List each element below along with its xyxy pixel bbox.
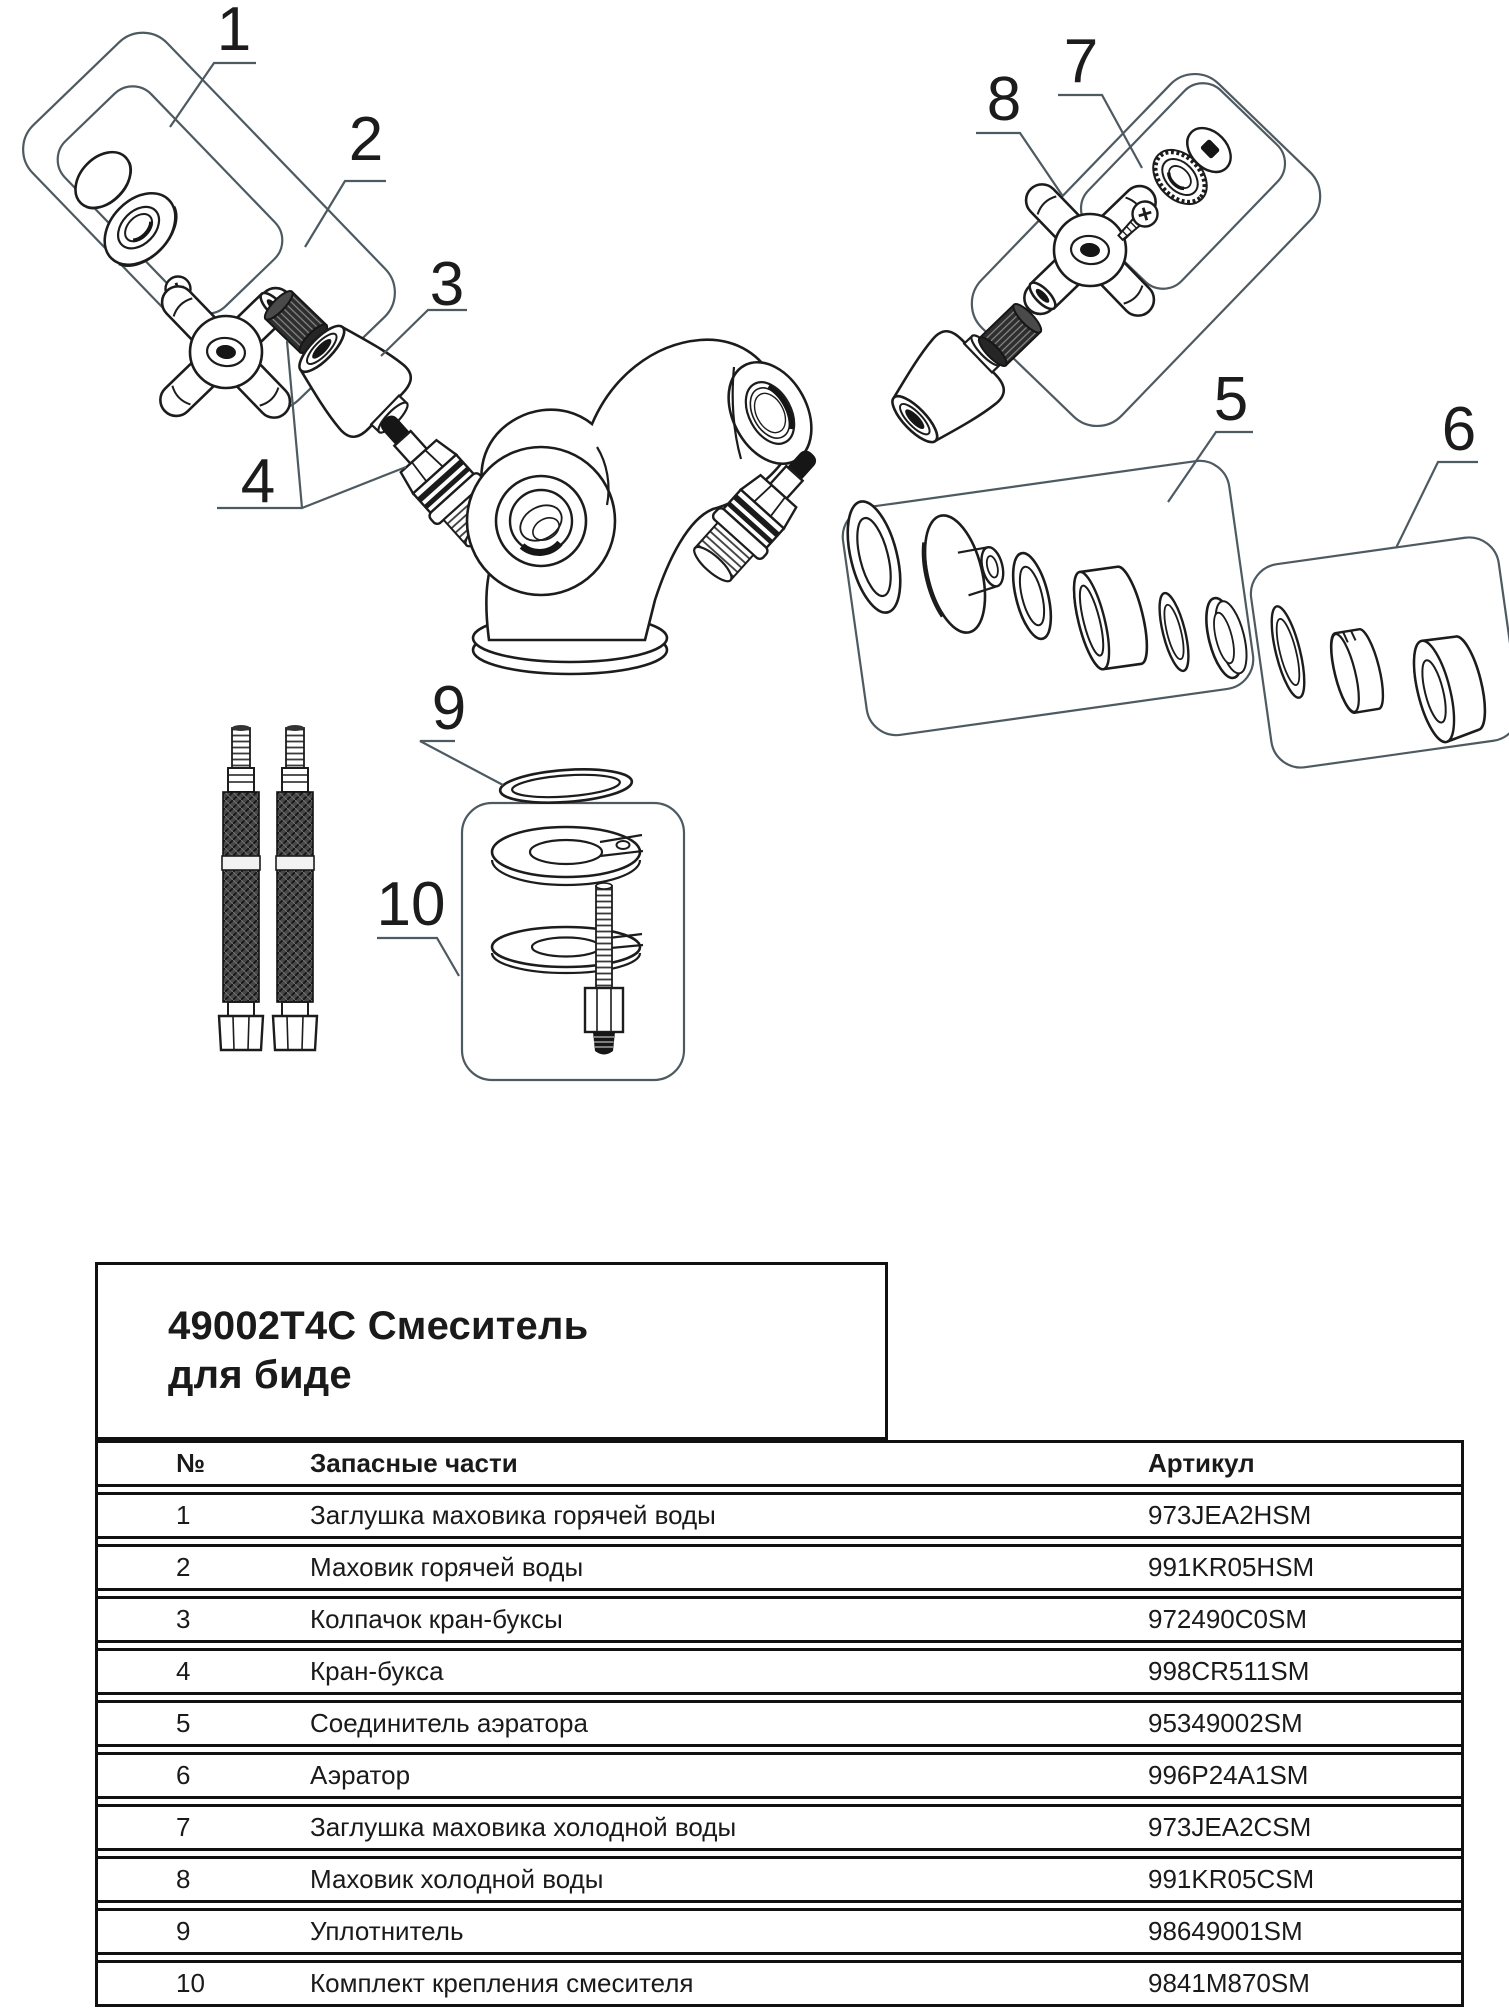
row-name: Заглушка маховика горячей воды xyxy=(310,1500,716,1530)
row-num: 5 xyxy=(176,1708,191,1738)
row-name: Маховик холодной воды xyxy=(310,1864,604,1894)
leader-2 xyxy=(305,181,386,247)
mounting-stud xyxy=(596,886,612,988)
table-row xyxy=(98,1648,1461,1695)
coupling-nut xyxy=(585,988,623,1032)
row-name: Заглушка маховика холодной воды xyxy=(310,1812,737,1842)
row-article: 998CR511SM xyxy=(1148,1656,1310,1686)
table-header-row xyxy=(98,1440,1461,1487)
leader-5 xyxy=(1168,432,1253,502)
callout-3: 3 xyxy=(429,250,465,319)
header-article: Артикул xyxy=(1148,1448,1255,1478)
aerator-parts xyxy=(1265,603,1493,745)
row-article: 972490C0SM xyxy=(1148,1604,1307,1634)
row-num: 7 xyxy=(176,1812,191,1842)
row-name: Аэратор xyxy=(310,1760,411,1790)
table-row xyxy=(98,1960,1461,2007)
row-num: 9 xyxy=(176,1916,191,1946)
row-num: 4 xyxy=(176,1656,191,1686)
table-row xyxy=(98,1700,1461,1747)
row-article: 973JEA2CSM xyxy=(1148,1812,1312,1842)
table-row xyxy=(98,1752,1461,1799)
leader-6 xyxy=(1396,462,1478,548)
callout-1: 1 xyxy=(216,0,252,64)
callout-7: 7 xyxy=(1063,27,1099,96)
base-gasket xyxy=(499,765,633,806)
leader-lines xyxy=(170,63,1478,976)
row-article: 991KR05HSM xyxy=(1148,1552,1315,1582)
table-row xyxy=(98,1804,1461,1851)
stud-tip xyxy=(593,1032,615,1055)
leader-1 xyxy=(170,63,256,127)
row-article: 996P24A1SM xyxy=(1148,1760,1309,1790)
row-name: Соединитель аэратора xyxy=(310,1708,588,1738)
row-name: Кран-букса xyxy=(310,1656,444,1686)
leader-9 xyxy=(420,741,503,785)
row-num: 3 xyxy=(176,1604,191,1634)
table-row xyxy=(98,1492,1461,1539)
row-article: 98649001SM xyxy=(1148,1916,1303,1946)
leader-10 xyxy=(377,938,459,976)
callout-8: 8 xyxy=(986,65,1022,134)
callout-10: 10 xyxy=(376,870,446,939)
header-num: № xyxy=(176,1448,205,1478)
row-num: 1 xyxy=(176,1500,191,1530)
table-row xyxy=(98,1596,1461,1643)
callout-4: 4 xyxy=(240,447,276,516)
mounting-kit xyxy=(492,827,643,1055)
product-title-box xyxy=(95,1262,888,1440)
table-row xyxy=(98,1544,1461,1591)
row-article: 973JEA2HSM xyxy=(1148,1500,1312,1530)
callout-6: 6 xyxy=(1441,395,1477,464)
row-name: Маховик горячей воды xyxy=(310,1552,584,1582)
row-num: 10 xyxy=(176,1968,205,1998)
callout-5: 5 xyxy=(1213,365,1249,434)
row-article: 991KR05CSM xyxy=(1148,1864,1315,1894)
supply-hose-right xyxy=(273,725,317,1050)
row-name: Комплект крепления смесителя xyxy=(310,1968,694,1998)
supply-hose-left xyxy=(219,725,263,1050)
table-row xyxy=(98,1908,1461,1955)
product-title-line1: 49002T4C Смеситель xyxy=(168,1304,589,1348)
row-article: 9841M870SM xyxy=(1148,1968,1310,1998)
horseshoe-washer-bottom xyxy=(492,927,643,973)
row-name: Уплотнитель xyxy=(310,1916,464,1946)
row-num: 8 xyxy=(176,1864,191,1894)
horseshoe-washer-top xyxy=(492,827,643,885)
aerator-connector-parts xyxy=(838,496,1253,681)
row-num: 2 xyxy=(176,1552,191,1582)
callout-2: 2 xyxy=(348,105,384,174)
table-row xyxy=(98,1856,1461,1903)
spare-parts-table xyxy=(95,1440,1464,2007)
product-title-line2: для биде xyxy=(168,1353,352,1397)
header-name: Запасные части xyxy=(310,1448,518,1478)
row-article: 95349002SM xyxy=(1148,1708,1303,1738)
row-name: Колпачок кран-буксы xyxy=(310,1604,563,1634)
callout-9: 9 xyxy=(431,674,467,743)
row-num: 6 xyxy=(176,1760,191,1790)
